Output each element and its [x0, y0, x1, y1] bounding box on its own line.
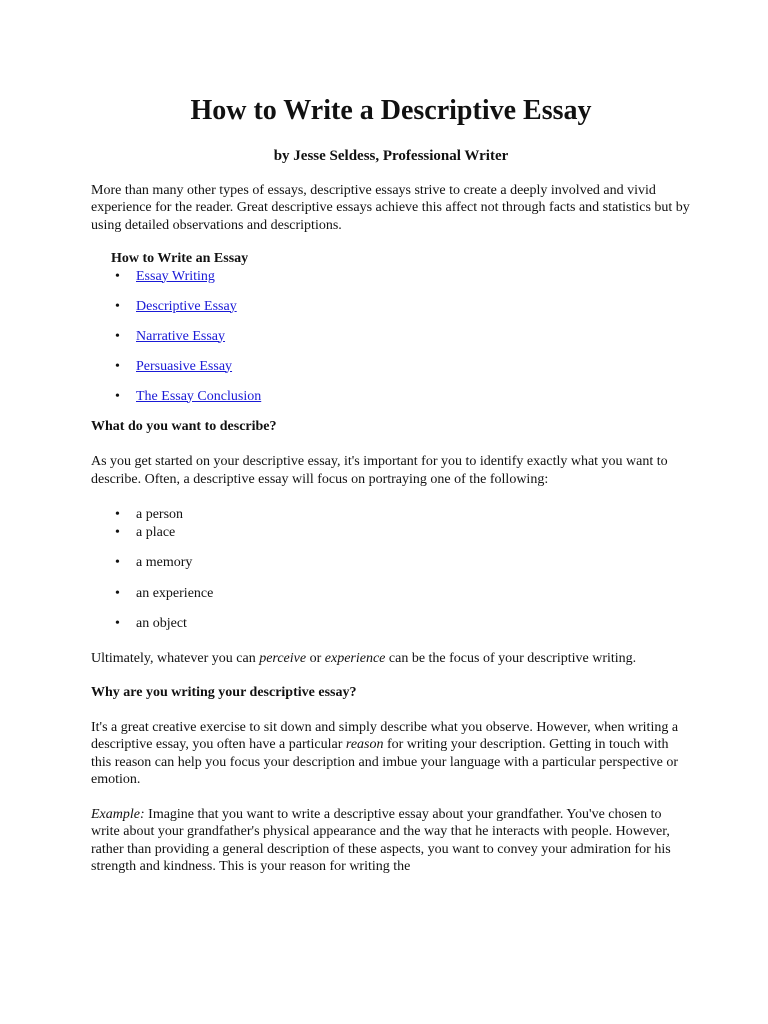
text-run: for writing your description. Getting in touch with this reason can help you focus your description and imbue your language with a particular perspective or emotion.: [91, 737, 679, 787]
toc-link-essay-writing[interactable]: Essay Writing: [136, 268, 215, 284]
emphasis-perceive: perceive: [259, 650, 307, 666]
list-item: [91, 298, 691, 316]
section-paragraph-why: [91, 719, 691, 789]
text-run: can be the focus of your descriptive writing.: [385, 650, 637, 666]
intro-paragraph: More than many other types of essays, descriptive essays strive to create a deeply involved and vivid experience for the reader. Great descriptive essays achieve this affect not through facts and statistics but by using detailed observations and descriptions.: [91, 182, 690, 233]
list-item: [91, 328, 691, 346]
example-paragraph: [91, 806, 691, 876]
list-item: [91, 358, 691, 376]
section-paragraph-what: As you get started on your descriptive essay, it's important for you to identify exactly what you want to describe. Often, a descriptive essay will focus on portraying one of the following:: [91, 454, 668, 487]
emphasis-reason: reason: [345, 737, 384, 752]
subject-list: [91, 506, 691, 633]
document-page: [91, 90, 691, 876]
toc-link-essay-conclusion[interactable]: The Essay Conclusion: [136, 388, 262, 404]
toc-heading: How to Write an Essay: [111, 251, 249, 266]
toc-link-narrative-essay[interactable]: Narrative Essay: [136, 328, 226, 344]
text-run: Imagine that you want to write a descriptive essay about your grandfather. You've chosen to write about your grandfather's physical appearance and the way that he interacts with people. However, rather than providing a general description of these aspects, you want to convey your admiration for his strength and kindness. This is your reason for writing the: [91, 806, 671, 874]
list-item: • an experience: [91, 585, 691, 603]
page-title: How to Write a Descriptive Essay: [190, 95, 592, 126]
toc-link-descriptive-essay[interactable]: Descriptive Essay: [136, 298, 237, 314]
toc-link-persuasive-essay[interactable]: Persuasive Essay: [136, 358, 233, 374]
text-run: or: [306, 650, 325, 666]
text-run: It's a great creative exercise to sit down and simply describe what you observe. However, when writing a descriptive essay, you often have a particular: [91, 719, 679, 752]
list-item: [91, 268, 691, 286]
list-item: • a place: [91, 524, 691, 542]
toc-list: [91, 268, 691, 406]
list-item: • a person: [91, 506, 691, 524]
list-item: • an object: [91, 615, 691, 633]
example-label: Example:: [91, 806, 145, 822]
byline: by Jesse Seldess, Professional Writer: [273, 148, 509, 164]
list-item: • a memory: [91, 554, 691, 572]
section-heading-what: What do you want to describe?: [91, 418, 277, 434]
section-heading-why: Why are you writing your descriptive essay?: [91, 685, 357, 700]
list-item: [91, 388, 691, 406]
ultimately-paragraph: [91, 650, 691, 668]
text-run: Ultimately, whatever you can: [91, 650, 260, 666]
emphasis-experience: experience: [324, 650, 386, 666]
